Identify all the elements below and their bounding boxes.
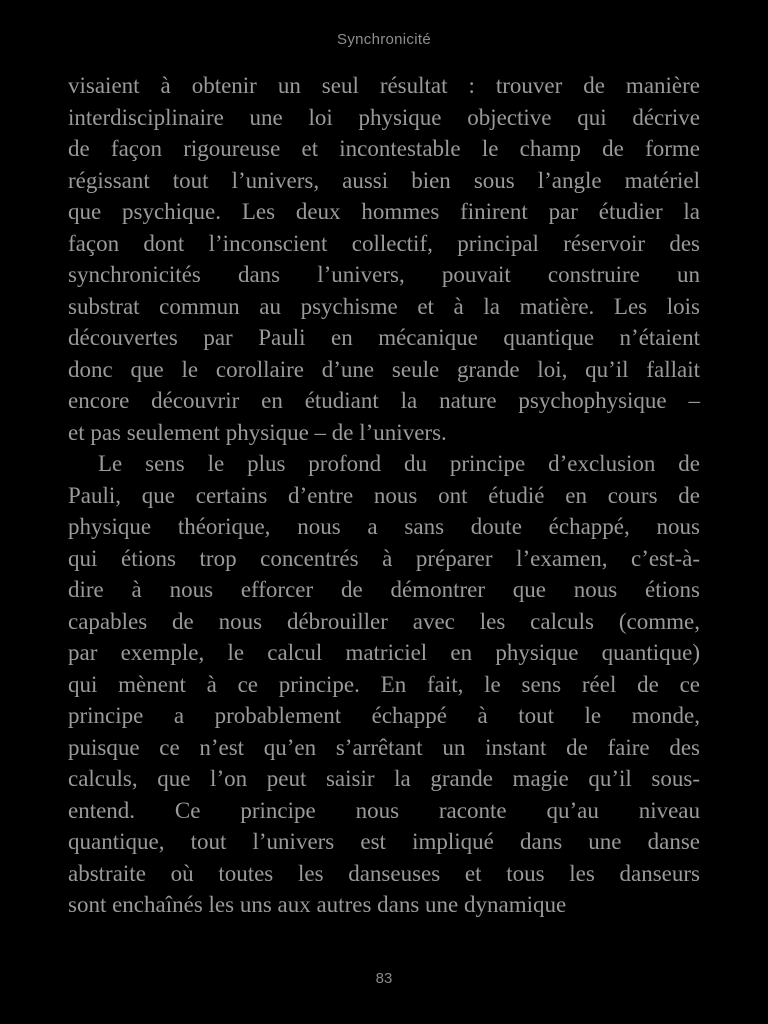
text-line: qui mènent à ce principe. En fait, le sens réel de ce xyxy=(68,671,700,697)
text-line: Pauli, que certains d’entre nous ont étudié en cours de xyxy=(68,482,700,508)
text-line: calculs, que l’on peut saisir la grande magie qu’il sous- xyxy=(68,766,700,791)
text-line: et pas seulement physique – de l’univers. xyxy=(68,419,447,445)
page-number: 83 xyxy=(375,970,393,987)
running-header: Synchronicité xyxy=(337,31,431,48)
text-line: sont enchaînés les uns aux autres dans une dynamique xyxy=(68,892,567,917)
text-line: de façon rigoureuse et incontestable le champ de forme xyxy=(68,136,700,161)
text-line: par exemple, le calcul matriciel en physique quantique) xyxy=(68,640,700,665)
text-line: quantique, tout l’univers est impliqué dans une danse xyxy=(68,829,700,854)
page-text xyxy=(68,70,700,921)
text-line: dire à nous efforcer de démontrer que nous étions xyxy=(68,577,700,602)
text-line: synchronicités dans l’univers, pouvait construire un xyxy=(68,262,700,287)
text-line: découvertes par Pauli en mécanique quantique n’étaient xyxy=(68,325,700,350)
text-line: régissant tout l’univers, aussi bien sous l’angle matériel xyxy=(68,167,700,193)
text-line: principe a probablement échappé à tout le monde, xyxy=(68,703,700,728)
text-line: interdisciplinaire une loi physique objective qui décrive xyxy=(68,104,700,130)
text-line: Le sens le plus profond du principe d’exclusion de xyxy=(98,451,700,476)
text-line: qui étions trop concentrés à préparer l’examen, c’est-à- xyxy=(68,545,700,571)
text-line: entend. Ce principe nous raconte qu’au niveau xyxy=(68,797,700,823)
text-line: capables de nous débrouiller avec les calculs (comme, xyxy=(68,608,700,634)
text-line: encore découvrir en étudiant la nature psychophysique – xyxy=(68,388,700,413)
text-line: physique théorique, nous a sans doute échappé, nous xyxy=(68,514,700,539)
text-line: que psychique. Les deux hommes finirent par étudier la xyxy=(68,199,700,224)
text-line: visaient à obtenir un seul résultat : trouver de manière xyxy=(68,73,700,98)
text-line: substrat commun au psychisme et à la matière. Les lois xyxy=(68,293,700,319)
text-line: puisque ce n’est qu’en s’arrêtant un instant de faire des xyxy=(68,734,700,760)
text-line: abstraite où toutes les danseuses et tous les danseurs xyxy=(68,860,700,886)
text-line: donc que le corollaire d’une seule grande loi, qu’il fallait xyxy=(68,356,700,382)
text-line: façon dont l’inconscient collectif, principal réservoir des xyxy=(68,230,700,256)
